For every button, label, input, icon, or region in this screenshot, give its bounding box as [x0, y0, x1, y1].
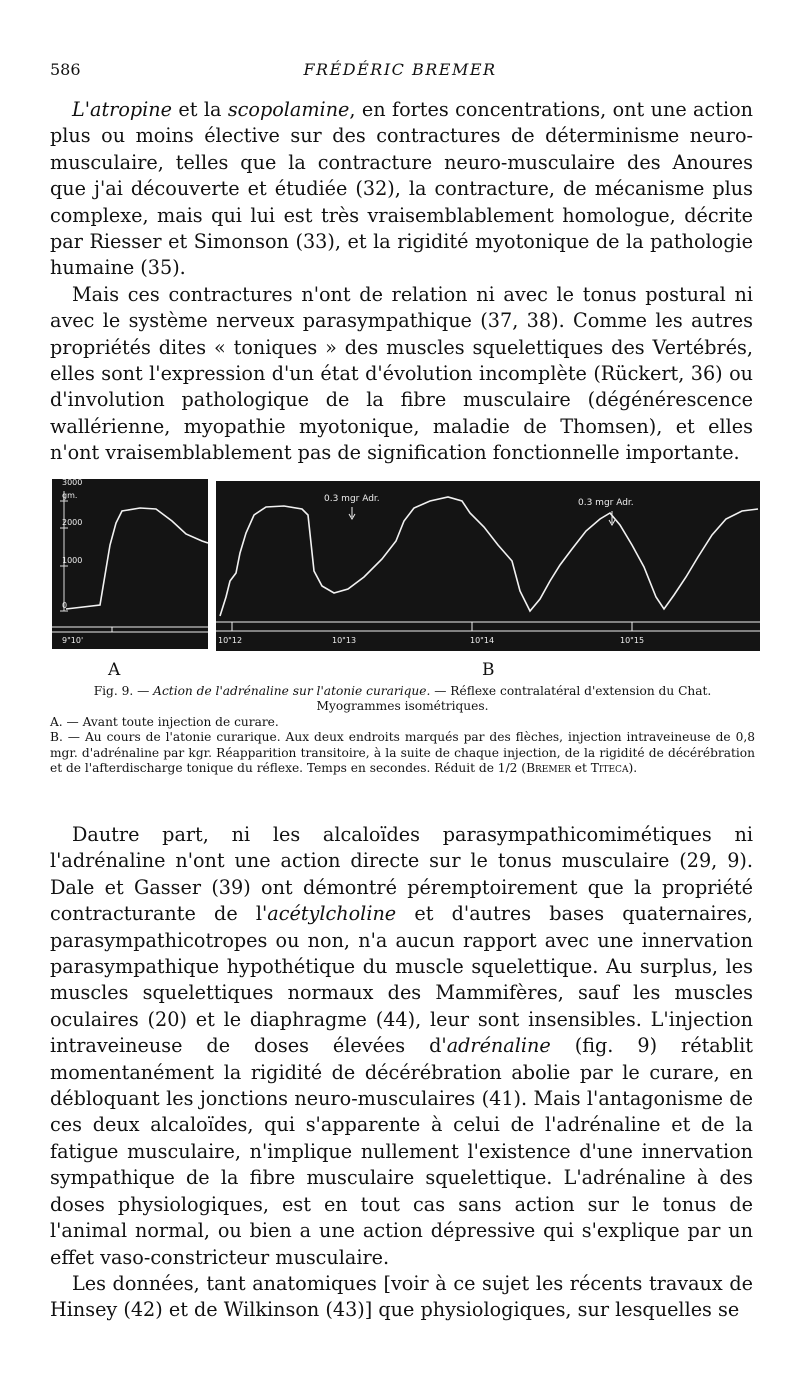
- panel-label-b: B: [482, 660, 495, 680]
- time-label: 10"15: [620, 636, 645, 645]
- text-block-bottom: [50, 822, 753, 1324]
- myogram-panel-b: [216, 481, 760, 651]
- time-label: 10"12: [218, 636, 243, 645]
- time-label: 9"10': [62, 636, 84, 645]
- caption-title-italic: Action de l'adrénaline sur l'atonie curarique.: [153, 684, 431, 698]
- page-header: [50, 60, 750, 86]
- text-fragment: ).: [628, 761, 638, 776]
- term-acetylcholine: acétylcholine: [267, 902, 397, 926]
- text-block-top: [50, 97, 753, 467]
- scale-label: 3000: [62, 478, 83, 487]
- scale-label: gm.: [62, 491, 78, 500]
- text-fragment: (fig. 9) rétablit momentanément la rigidité de décérébration abolie par le curare, en débloquant les jonctions neuro-musculaires (41). Mais l'antagonisme de ces deux alcaloïdes, qui s'apparente à celui de l'adrénaline et de la fatigue musculaire, n'implique nullement l'existence d'une innervation sympathique de la fibre musculaire squelettique. L'adrénaline à des doses physiologiques, est en tout cas sans action sur le tonus de l'animal normal, ou bien a une action dépressive qui s'explique par un effet vaso-constricteur musculaire.: [50, 1034, 753, 1269]
- caption-author: Titeca: [590, 761, 629, 776]
- panel-label-a: A: [108, 660, 121, 680]
- scale-label: 1000: [62, 556, 83, 565]
- term-scopolamine: scopolamine: [227, 98, 350, 121]
- paragraph-alcaloides: [50, 822, 753, 1271]
- scale-label: 2000: [62, 518, 83, 527]
- scale-label: 0: [62, 601, 68, 610]
- figure-panel-labels: [50, 660, 750, 682]
- injection-label: 0.3 mgr Adr.: [324, 494, 380, 504]
- myogram-panel-a: [52, 478, 208, 649]
- text-fragment: et d'autres bases quaternaires, parasympathicotropes ou non, n'a aucun rapport avec une innervation parasympathique hypothétique du muscle squelettique. Au surplus, les muscles squelettiques normaux des Mammifères, sauf les muscles oculaires (20) et le diaphragme (44), leur sont insensibles. L'injection intraveineuse de doses élevées d': [50, 902, 753, 1058]
- caption-item-b-text: B. — Au cours de l'atonie curarique. Aux deux endroits marqués par des flèches, injection intraveineuse de 0,8 mgr. d'adrénaline par kgr. Réapparition transitoire, à la suite de chaque injection, de la rigidité de décérébration et de l'afterdischarge tonique du réflexe. Temps en secondes. Réduit de 1/2 (: [50, 730, 755, 776]
- page-number: 586: [50, 60, 81, 79]
- caption-title-rest: — Réflexe contralatéral d'extension du Chat. Myogrammes isométriques.: [316, 684, 712, 714]
- paragraph-atropine: [50, 97, 753, 282]
- caption-author: Bremer: [526, 761, 571, 776]
- figure-9: [52, 471, 760, 651]
- injection-label: 0.3 mgr Adr.: [578, 498, 634, 508]
- caption-item-a: A. — Avant toute injection de curare.: [50, 714, 279, 729]
- caption-fig-label: Fig. 9. —: [93, 684, 154, 698]
- time-label: 10"13: [332, 636, 357, 645]
- running-head: FRÉDÉRIC BREMER: [303, 60, 497, 79]
- time-label: 10"14: [470, 636, 495, 645]
- paragraph-donnees: Les données, tant anatomiques [voir à ce sujet les récents travaux de Hinsey (42) et de Wilkinson (43)] que physiologiques, sur lesquelles se: [50, 1271, 753, 1322]
- text-fragment: Dautre part, ni les alcaloïdes parasympathicomimétiques ni l'adrénaline n'ont une action directe sur le tonus musculaire (29, 9). Dale et Gasser (39) ont démontré péremptoirement que la propriété contracturante de l': [50, 823, 753, 926]
- figure-caption: [50, 684, 755, 776]
- caption-item-b: [50, 730, 755, 776]
- text-fragment: , en fortes concentrations, ont une action plus ou moins élective sur des contractures de déterminisme neuro-musculaire, telles que la contracture neuro-musculaire des Anoures que j'ai découverte et étudiée (32), la contracture, de mécanisme plus complexe, mais qui lui est très vraisemblablement homologue, décrite par Riesser et Simonson (33), et la rigidité myotonique de la pathologie humaine (35).: [50, 98, 753, 280]
- term-adrenaline: adrénaline: [446, 1034, 551, 1058]
- paragraph-contractures: Mais ces contractures n'ont de relation ni avec le tonus postural ni avec le système nerveux parasympathique (37, 38). Comme les autres propriétés dites « toniques » des muscles squelettiques des Vertébrés, elles sont l'expression d'un état d'évolution incomplète (Rückert, 36) ou d'involution pathologique de la fibre musculaire (dégénérescence wallérienne, myopathie myotonique, maladie de Thomsen), et elles n'ont vraisemblablement pas de signification fonctionnelle importante.: [50, 282, 753, 465]
- term-atropine: L'atropine: [72, 98, 173, 121]
- caption-title: [50, 684, 755, 715]
- text-fragment: et la: [172, 98, 228, 121]
- myogram-image: [52, 471, 760, 651]
- text-fragment: et: [570, 761, 591, 776]
